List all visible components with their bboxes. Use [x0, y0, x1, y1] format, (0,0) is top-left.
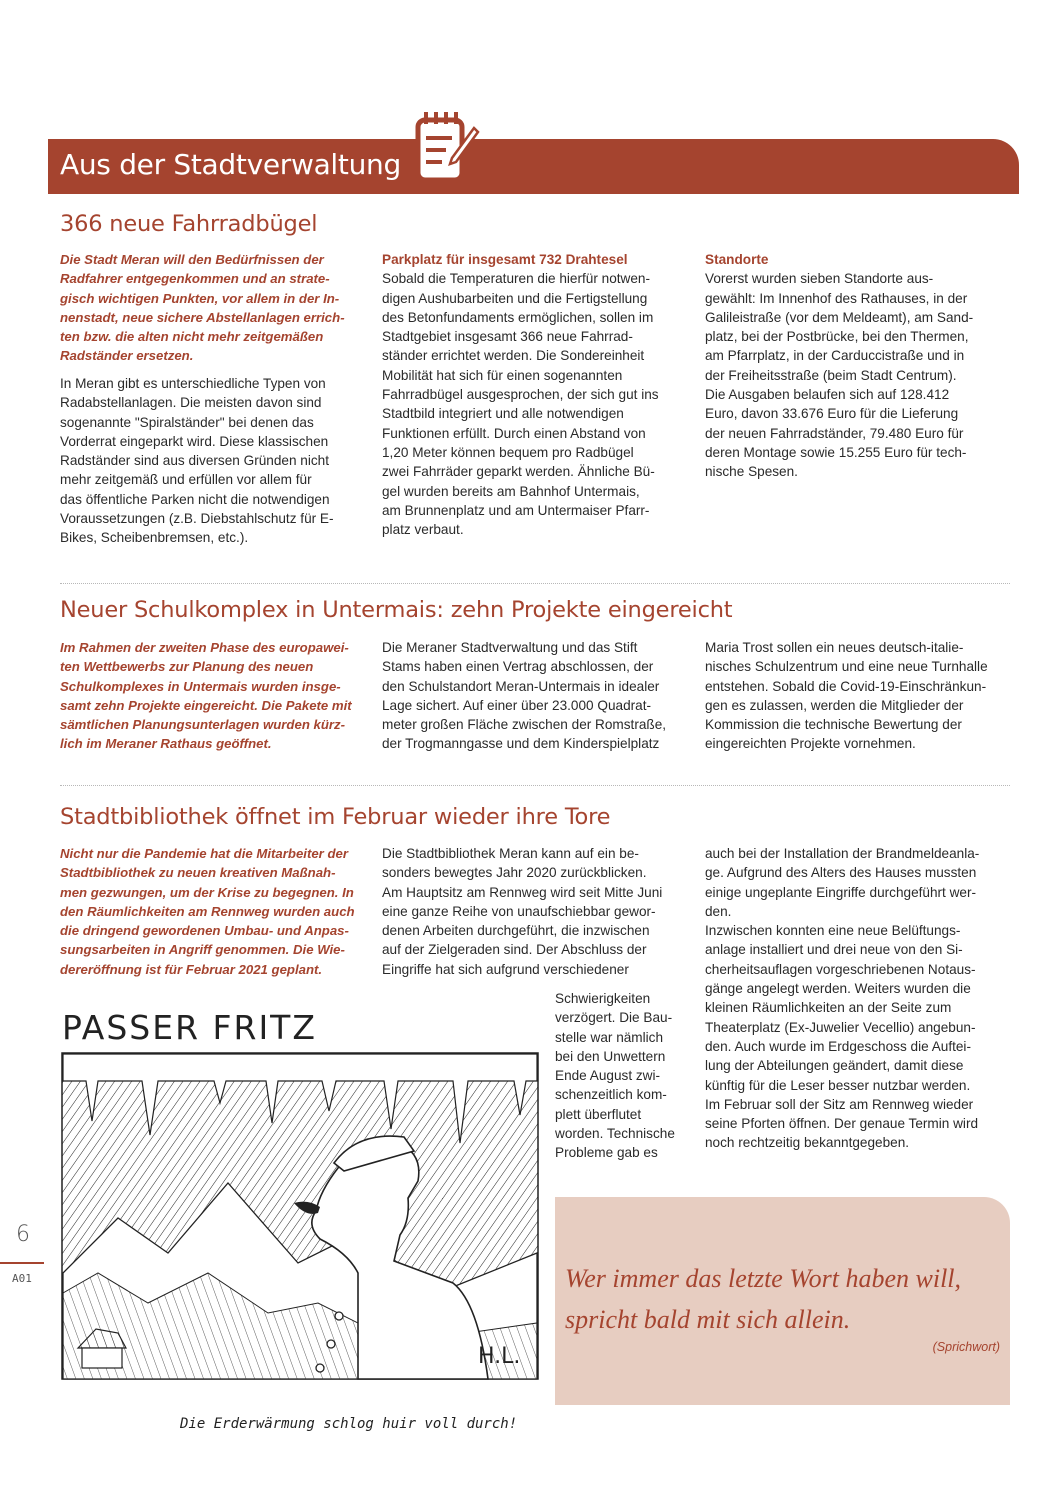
article-3-col3-body: auch bei der Installation der Brandmeldeanla- ge. Aufgrund des Alters des Hauses mussten einige ungeplante Eingriffe durchgeführt wer- den. Inzwischen konnten eine neue Belüftungs- anlage installiert und drei neue von den Si- cherheitsauflagen vorgeschriebenen Notaus- gänge angelegt werden. Weiters wurden die kleinen Räumlichkeiten an der Seite zum Theaterplatz (Ex-Juwelier Vecellio) angebun- den. Auch wurde im Erdgeschoss die Auftei- lung der Abteilungen geändert, damit diese künftig für die Leser besser nutzbar werden. Im Februar soll der Sitz am Rennweg wieder seine Pforten öffnen. Der genaue Termin wird noch rechtzeitig bekanntgegeben.	[705, 846, 980, 1151]
article-1-col3-body: Vorerst wurden sieben Standorte aus- gewählt: Im Innenhof des Rathauses, in der Galileistraße (vor dem Meldeamt), am Sand- platz, bei der Postbrücke, bei den Thermen, am Pfarrplatz, in der Carduccistraße und in der Freiheitsstraße (beim Stadt Centrum). Die Ausgaben belaufen sich auf 128.412 Euro, davon 33.676 Euro für die Lieferung der neuen Fahrradständer, 79.480 Euro für deren Montage sowie 15.255 Euro für tech- nische Spesen.	[705, 271, 974, 480]
divider	[60, 785, 1010, 786]
page-number: 6	[16, 1222, 30, 1247]
section-title: Aus der Stadtverwaltung	[60, 148, 401, 181]
cartoon-illustration	[58, 1003, 546, 1383]
article-1-col2	[382, 250, 692, 539]
article-2-col3-body: Maria Trost sollen ein neues deutsch-italie- nisches Schulzentrum und eine neue Turnhalle entstehen. Sobald die Covid-19-Einschränkun- gen es zulassen, werden die Mitglieder der Kommission die technische Bewertung der eingereichten Projekte vornehmen.	[705, 640, 988, 752]
page-marker-line	[0, 1262, 44, 1264]
article-1-col3-heading: Standorte	[705, 252, 769, 267]
cartoon-title: PASSER FRITZ	[62, 1008, 317, 1047]
quote-text: Wer immer das letzte Wort haben will, spricht bald mit sich allein.	[565, 1264, 962, 1334]
cartoon-caption: Die Erderwärmung schlog huir voll durch!	[180, 1416, 518, 1432]
article-3-col2-narrow-body: Schwierigkeiten verzögert. Die Bau- stelle war nämlich bei den Unwettern Ende August zwi- schenzeitlich kom- plett überflutet worden. Technische Probleme gab es	[555, 991, 675, 1161]
article-3-col2-body: Die Stadtbibliothek Meran kann auf ein be- sonders bewegtes Jahr 2020 zurückblicken. Am Hauptsitz am Rennweg wird seit Mitte Juni eine ganze Reihe von unaufschiebbar gewor- denen Arbeiten durchgeführt, die inzwischen auf der Zielgeraden sind. Der Abschluss der Eingriffe hat sich aufgrund verschiedener	[382, 846, 663, 977]
article-2-title: Neuer Schulkomplex in Untermais: zehn Projekte eingereicht	[60, 597, 733, 623]
divider	[60, 583, 1010, 584]
article-1-col2-body: Sobald die Temperaturen die hierfür notwen- digen Aushubarbeiten und die Fertigstellung des Betonfundaments ermöglichen, sollen im Stadtgebiet insgesamt 366 neue Fahrrad- ständer errichtet werden. Die Sondereinheit Mobilität hat sich für einen sogenannten Fahrradbügel ausgesprochen, der sich gut ins Stadtbild integriert und alle notwendigen Funktionen erfüllt. Durch einen Abstand von 1,20 Meter können bequem pro Radbügel zwei Fahrräder geparkt werden. Ähnliche Bü- gel wurden bereits am Bahnhof Untermais, am Brunnenplatz und am Untermaiser Pfarr- platz verbaut.	[382, 271, 659, 538]
article-1-col3	[705, 250, 1015, 482]
quote-source: (Sprichwort)	[932, 1340, 1000, 1354]
article-2-lead: Im Rahmen der zweiten Phase des europawei- ten Wettbewerbs zur Planung des neuen Schulkomplexes in Untermais wurden insge- samt zehn Projekte eingereicht. Die Pakete mit sämtlichen Planungsunterlagen wurden kürz- lich im Meraner Rathaus geöffnet.	[60, 640, 352, 752]
article-3-title: Stadtbibliothek öffnet im Februar wieder ihre Tore	[60, 804, 611, 830]
article-1-title: 366 neue Fahrradbügel	[60, 211, 318, 237]
notepad-pencil-icon	[412, 106, 482, 186]
article-1-col1-body: In Meran gibt es unterschiedliche Typen von Radabstellanlagen. Die meisten davon sind sogenannte "Spiralständer" bei denen das Vorderrat eingeparkt wird. Diese klassischen Radständer sind aus diversen Gründen nicht mehr zeitgemäß und erfüllen vor allem für das öffentliche Parken nicht die notwendigen Voraussetzungen (z.B. Diebstahlschutz für E- Bikes, Scheibenbremsen, etc.).	[60, 376, 334, 546]
cartoon-signature: H.L.	[478, 1344, 521, 1369]
article-2-col2-body: Die Meraner Stadtverwaltung und das Stift Stams haben einen Vertrag abschlossen, der den Schulstandort Meran-Untermais in idealer Lage sichert. Auf einer über 23.000 Quadrat- meter großen Fläche zwischen der Romstraße, der Trogmanngasse und dem Kinderspielplatz	[382, 640, 667, 752]
page-code: A01	[12, 1272, 32, 1285]
article-3-lead: Nicht nur die Pandemie hat die Mitarbeiter der Stadtbibliothek zu neuen kreativen Maßnah- men gezwungen, um der Krise zu begegnen. In den Räumlichkeiten am Rennweg wurden auch die dringend gewordenen Umbau- und Anpas- sungsarbeiten in Angriff genommen. Die Wie- dereröffnung ist für Februar 2021 geplant.	[60, 846, 355, 977]
article-1-lead: Die Stadt Meran will den Bedürfnissen der Radfahrer entgegenkommen und an strate- gisch wichtigen Punkten, vor allem in der In- nenstadt, neue sichere Abstellanlagen errich- ten bzw. die alten nicht mehr zeitgemäßen Radständer ersetzen.	[60, 252, 345, 364]
article-1-col2-heading: Parkplatz für insgesamt 732 Drahtesel	[382, 252, 628, 267]
